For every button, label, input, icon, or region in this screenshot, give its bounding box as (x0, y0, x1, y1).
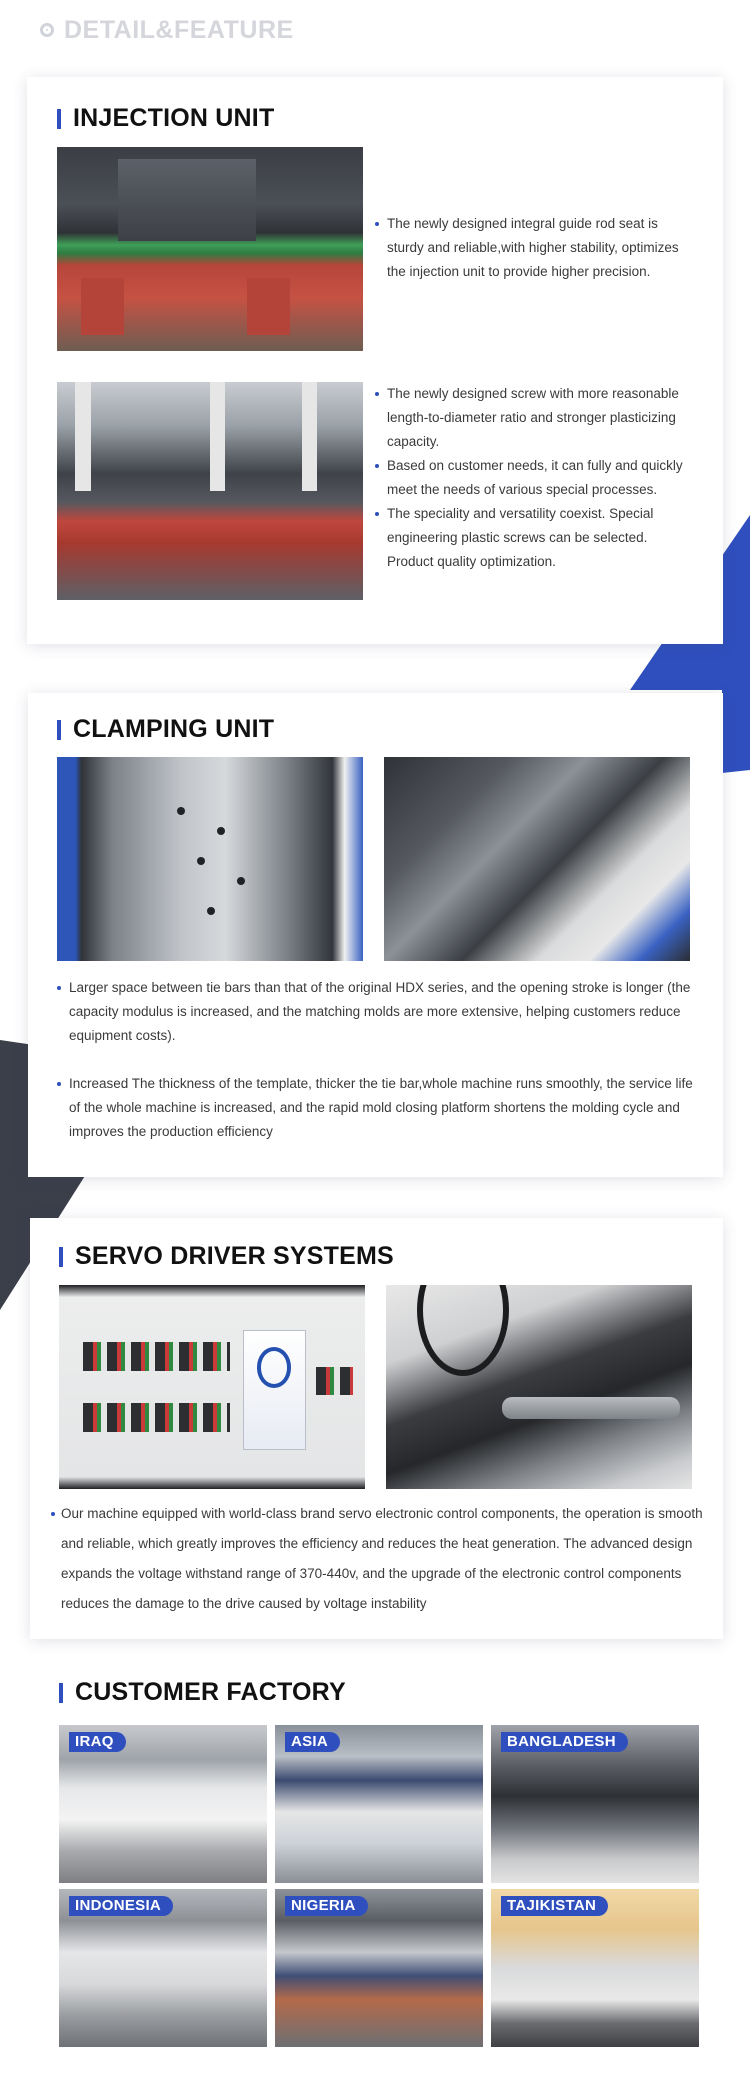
list-item: Larger space between tie bars than that of the original HDX series, and the opening stroke is longer (the capacity modulus is increased, and the matching molds are more extensive, helping customers reduce equipment costs). (57, 976, 693, 1048)
injection-screw-photo (57, 382, 363, 600)
factory-photo-iraq (59, 1725, 267, 1883)
clamping-list (57, 976, 693, 1144)
country-tag: NIGERIA (285, 1896, 368, 1916)
list-item: The newly designed integral guide rod seat is sturdy and reliable,with higher stability, optimizes the injection unit to provide higher precision. (375, 212, 693, 284)
list-item: The speciality and versatility coexist. Special engineering plastic screws can be selected. Product quality optimization. (375, 502, 693, 574)
circle-icon (40, 23, 54, 37)
injection-guide-rod-photo (57, 147, 363, 351)
clamping-unit-title: CLAMPING UNIT (57, 715, 274, 744)
injection-block1-list (375, 212, 693, 284)
title-accent-bar (59, 1683, 63, 1703)
factory-photo-tajikistan (491, 1889, 699, 2047)
list-item: The newly designed screw with more reasonable length-to-diameter ratio and stronger plasticizing capacity. (375, 382, 693, 454)
injection-unit-title: INJECTION UNIT (57, 104, 274, 133)
drive-logo-icon (257, 1347, 291, 1387)
factory-photo-indonesia (59, 1889, 267, 2047)
list-item: Increased The thickness of the template, thicker the tie bar,whole machine runs smoothly, the service life of the whole machine is increased, and the rapid mold closing platform shortens the molding cycle and improves the production efficiency (57, 1072, 693, 1144)
country-tag: INDONESIA (69, 1896, 173, 1916)
list-item: Based on customer needs, it can fully and quickly meet the needs of various special processes. (375, 454, 693, 502)
country-tag: BANGLADESH (501, 1732, 628, 1752)
page-header (40, 12, 294, 48)
country-tag: TAJIKISTAN (501, 1896, 608, 1916)
factory-photo-nigeria (275, 1889, 483, 2047)
clamping-platen-photo (57, 757, 363, 961)
country-tag: ASIA (285, 1732, 340, 1752)
servo-title: SERVO DRIVER SYSTEMS (59, 1242, 394, 1271)
title-accent-bar (59, 1247, 63, 1267)
customer-factory-title: CUSTOMER FACTORY (59, 1678, 346, 1707)
injection-block2-list (375, 382, 693, 574)
title-accent-bar (57, 109, 61, 129)
factory-photo-bangladesh (491, 1725, 699, 1883)
clamping-mechanism-photo (384, 757, 690, 961)
servo-description: Our machine equipped with world-class brand servo electronic control components, the operation is smooth and reliable, which greatly improves the efficiency and reduces the heat generation. The advanced design expands the voltage withstand range of 370-440v, and the upgrade of the electronic control components reduces the damage to the drive caused by voltage instability (51, 1499, 703, 1619)
title-accent-bar (57, 720, 61, 740)
servo-cabinet-photo (59, 1285, 365, 1489)
country-tag: IRAQ (69, 1732, 126, 1752)
factory-photo-asia (275, 1725, 483, 1883)
servo-motor-photo (386, 1285, 692, 1489)
page-title: DETAIL&FEATURE (64, 15, 294, 44)
